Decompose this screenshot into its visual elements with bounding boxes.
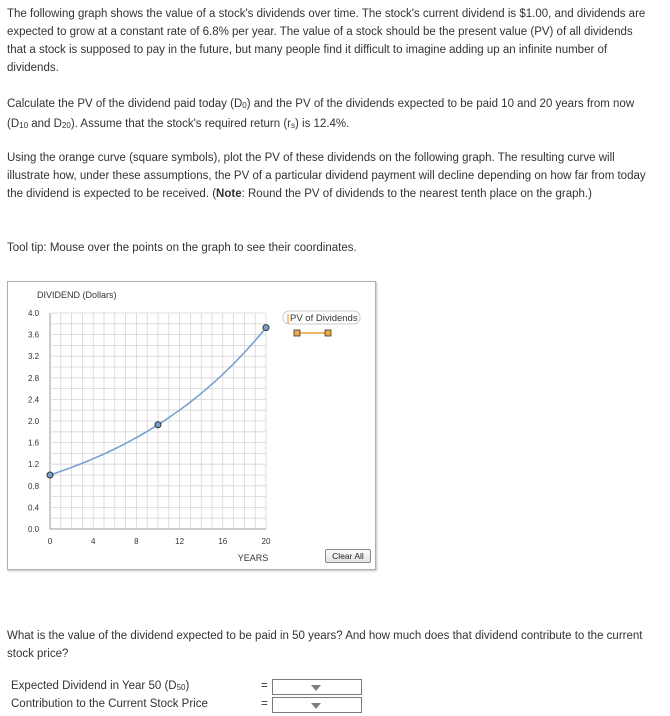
y-tick-label: 2.4: [28, 395, 40, 405]
tooltip-note: Tool tip: Mouse over the points on the graph to see their coordinates.: [7, 242, 357, 254]
y-tick-label: 1.6: [28, 438, 40, 448]
x-tick-label: 16: [218, 537, 228, 546]
x-tick-label: 4: [90, 537, 96, 546]
x-tick-label: 0: [47, 537, 53, 546]
equals-sign: =: [261, 680, 268, 692]
answer-row-contribution: [11, 697, 371, 715]
question-text: What is the value of the dividend expected to be paid in 50 years? And how much does that dividend contribute to the current stock price?: [7, 630, 643, 660]
answer-label: Expected Dividend in Year 50 (D50): [11, 680, 190, 692]
dividend-chart[interactable]: [7, 281, 376, 570]
dropdown-arrow-icon[interactable]: [311, 703, 321, 709]
dividend-point[interactable]: [263, 325, 269, 331]
graph-instruction-paragraph: Using the orange curve (square symbols), plot the PV of these dividends on the following graph. The resulting curve will illustrate how, under these assumptions, the PV of a particular dividend payment will decline depending on how far from today the dividend is expected to be received. (Note: Round the PV of dividends to the nearest tenth place on the graph.): [7, 152, 646, 200]
x-tick-label: 12: [175, 537, 185, 546]
legend[interactable]: [283, 311, 360, 336]
x-tick-label: 8: [134, 537, 139, 546]
dividend-point[interactable]: [155, 422, 161, 428]
legend-label: PV of Dividends: [290, 313, 358, 324]
equals-sign: =: [261, 698, 268, 710]
answer-row-dividend-year-50: [11, 679, 371, 697]
clear-all-button[interactable]: Clear All: [325, 549, 371, 563]
y-tick-label: 2.8: [28, 373, 40, 383]
y-tick-label: 0.8: [28, 481, 40, 491]
chart-canvas[interactable]: [8, 282, 375, 569]
y-tick-label: 1.2: [28, 460, 40, 470]
x-axis-ticks: [48, 537, 271, 546]
y-tick-label: 3.6: [28, 330, 40, 340]
y-axis-ticks: [28, 309, 40, 534]
legend-square-marker[interactable]: [294, 330, 300, 336]
dividend-point[interactable]: [47, 472, 53, 478]
x-tick-label: 20: [261, 537, 271, 546]
legend-square-marker[interactable]: [325, 330, 331, 336]
y-tick-label: 0.4: [28, 503, 40, 513]
answer-label: Contribution to the Current Stock Price: [11, 698, 208, 710]
contribution-dropdown[interactable]: [272, 697, 362, 713]
dividend-year-50-dropdown[interactable]: [272, 679, 362, 695]
y-tick-label: 3.2: [28, 352, 40, 362]
x-axis-label: YEARS: [237, 553, 269, 563]
dropdown-arrow-icon[interactable]: [311, 685, 321, 691]
y-tick-label: 0.0: [28, 525, 40, 534]
y-tick-label: 2.0: [28, 417, 40, 426]
y-tick-label: 4.0: [28, 309, 40, 318]
intro-paragraph: The following graph shows the value of a stock's dividends over time. The stock's current dividend is $1.00, and dividends are expected to grow at a constant rate of 6.8% per year. The value of a stock should be the present value (PV) of all dividends that a stock is supposed to pay in the future, but many people find it difficult to imagine adding up an infinite number of dividends.: [7, 8, 646, 74]
chart-grid: [50, 313, 266, 529]
instruction-paragraph: Calculate the PV of the dividend paid today (D0) and the PV of the dividends expected to be paid 10 and 20 years from now (D10 and D20). Assume that the stock's required return (rs) is 12.4%.: [7, 98, 635, 130]
y-axis-label: DIVIDEND (Dollars): [37, 290, 117, 300]
